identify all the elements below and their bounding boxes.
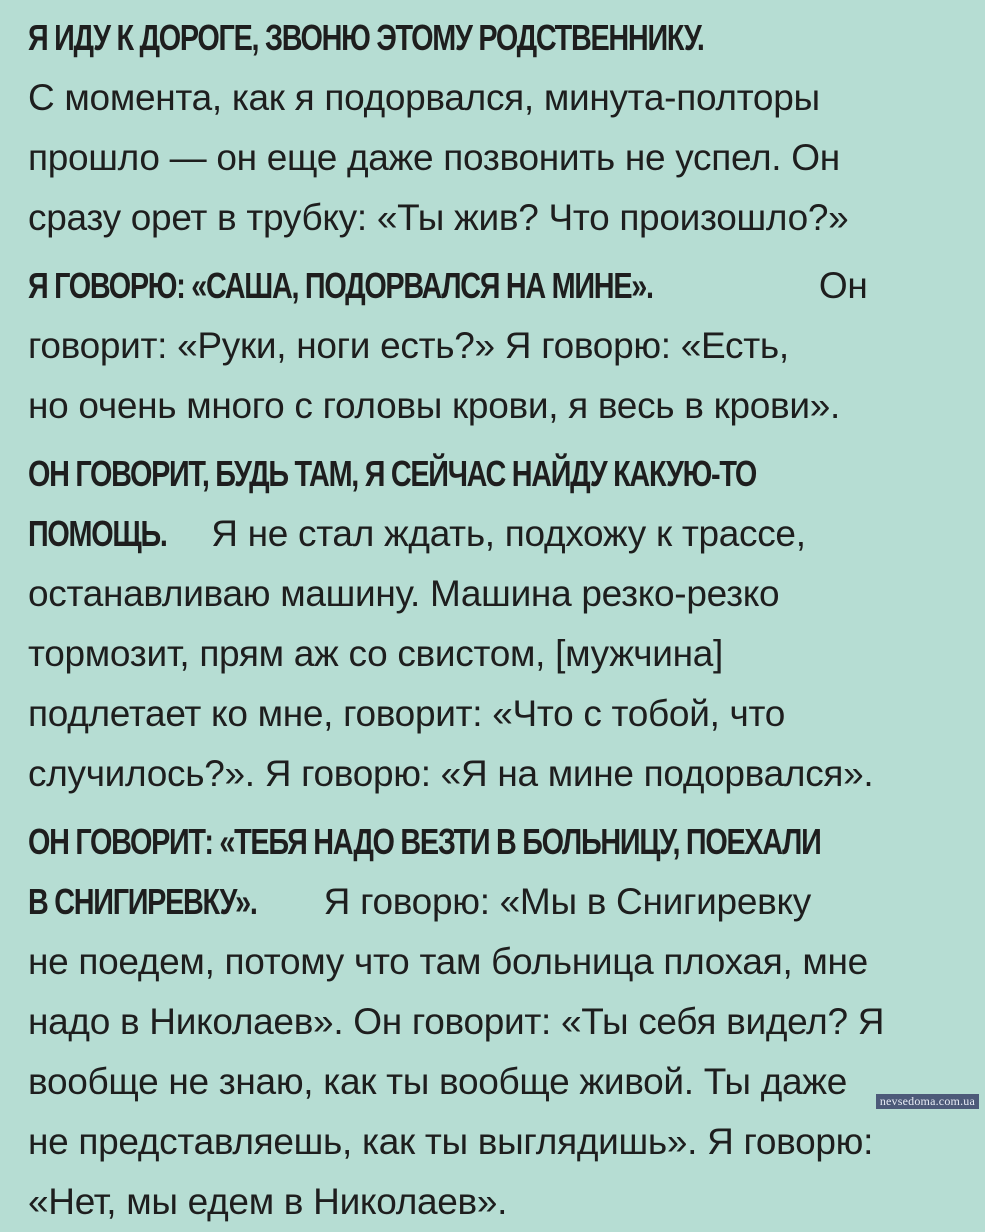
paragraph-4-lead-line-1 bbox=[28, 812, 968, 872]
paragraph-4-lead-tail: Я говорю: «Мы в Снигиревку bbox=[313, 881, 811, 922]
paragraph-1 bbox=[28, 8, 968, 248]
article bbox=[28, 8, 968, 1232]
paragraph-1-lead-line bbox=[28, 8, 968, 68]
paragraph-4 bbox=[28, 812, 968, 1232]
paragraph-4-line-1: не поедем, потому что там больница плохая, мне bbox=[28, 941, 868, 982]
paragraph-3-lead-part-2: ПОМОЩЬ. bbox=[28, 513, 167, 554]
paragraph-1-line-1: С момента, как я подорвался, минута-полторы bbox=[28, 77, 820, 118]
paragraph-2-line-1: говорит: «Руки, ноги есть?» Я говорю: «Есть, bbox=[28, 325, 789, 366]
paragraph-2 bbox=[28, 256, 968, 436]
paragraph-3 bbox=[28, 444, 968, 804]
paragraph-3-lead-line-1 bbox=[28, 444, 968, 504]
paragraph-3-line-4: случилось?». Я говорю: «Я на мине подорвался». bbox=[28, 753, 874, 794]
paragraph-1-line-3: сразу орет в трубку: «Ты жив? Что произошло?» bbox=[28, 197, 849, 238]
paragraph-4-lead-line-2 bbox=[28, 872, 968, 932]
paragraph-2-lead-tail: Он bbox=[808, 265, 868, 306]
paragraph-4-lead-part-1: ОН ГОВОРИТ: «ТЕБЯ НАДО ВЕЗТИ В БОЛЬНИЦУ, ПОЕХАЛИ bbox=[28, 821, 821, 862]
paragraph-4-line-4: не представляешь, как ты выглядишь». Я говорю: bbox=[28, 1121, 874, 1162]
watermark: nevsedoma.com.ua bbox=[876, 1094, 979, 1109]
paragraph-3-lead-line-2 bbox=[28, 504, 968, 564]
paragraph-3-line-1: останавливаю машину. Машина резко-резко bbox=[28, 573, 780, 614]
paragraph-4-line-2: надо в Николаев». Он говорит: «Ты себя видел? Я bbox=[28, 1001, 885, 1042]
paragraph-3-line-2: тормозит, прям аж со свистом, [мужчина] bbox=[28, 633, 724, 674]
paragraph-2-line-2: но очень много с головы крови, я весь в крови». bbox=[28, 385, 841, 426]
paragraph-3-lead-part-1: ОН ГОВОРИТ, БУДЬ ТАМ, Я СЕЙЧАС НАЙДУ КАКУЮ-ТО bbox=[28, 453, 757, 494]
paragraph-4-line-5: «Нет, мы едем в Николаев». bbox=[28, 1181, 508, 1222]
paragraph-4-lead-part-2: В СНИГИРЕВКУ». bbox=[28, 881, 257, 922]
paragraph-3-lead-tail: Я не стал ждать, подхожу к трассе, bbox=[201, 513, 806, 554]
paragraph-1-lead: Я ИДУ К ДОРОГЕ, ЗВОНЮ ЭТОМУ РОДСТВЕННИКУ. bbox=[28, 17, 704, 58]
paragraph-2-lead: Я ГОВОРЮ: «САША, ПОДОРВАЛСЯ НА МИНЕ». bbox=[28, 265, 653, 306]
paragraph-1-line-2: прошло — он еще даже позвонить не успел. Он bbox=[28, 137, 840, 178]
paragraph-3-line-3: подлетает ко мне, говорит: «Что с тобой, что bbox=[28, 693, 786, 734]
paragraph-4-line-3: вообще не знаю, как ты вообще живой. Ты даже bbox=[28, 1061, 847, 1102]
paragraph-2-lead-line bbox=[28, 256, 968, 316]
